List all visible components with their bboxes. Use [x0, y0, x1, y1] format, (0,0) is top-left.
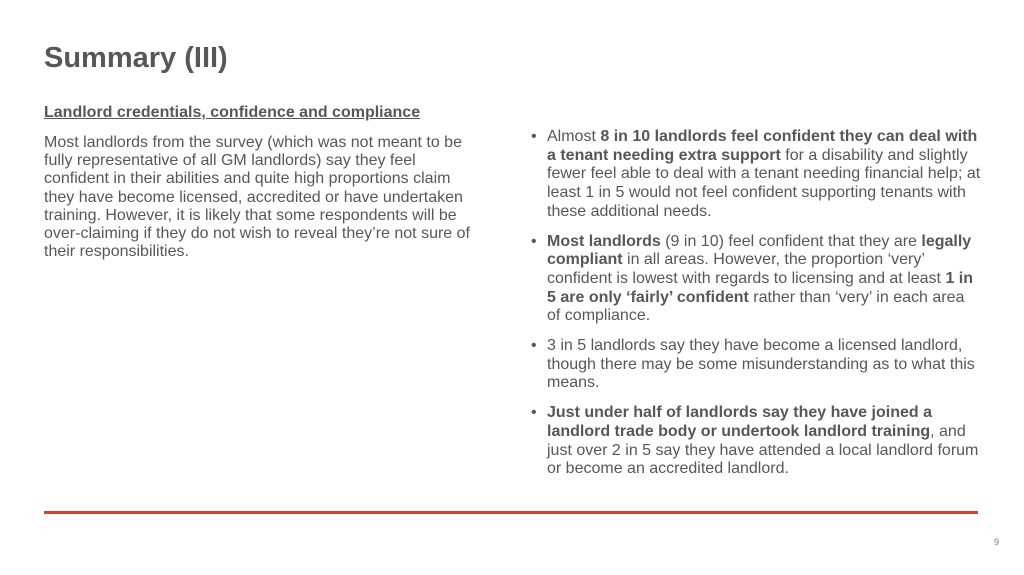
- intro-paragraph: Most landlords from the survey (which was not meant to be fully representative of all GM landlords) say they feel confident in their abilities and quite high proportions claim they have become licensed, accredited or have undertaken training. However, it is likely that some respondents will be over-claiming if they do not wish to reveal they’re not sure of their responsibilities.: [44, 134, 470, 261]
- bullet-text-emphasis: 1 in 5 are only ‘fairly’ confident: [547, 269, 973, 306]
- bullet-icon: •: [531, 404, 537, 422]
- bullet-text-segment: , and just over 2 in 5 say they have attended a local landlord forum or become an accredited landlord.: [547, 422, 979, 478]
- bullet-item-licensing: [531, 337, 981, 393]
- bullet-text-segment: rather than ‘very’ in each area of compliance.: [547, 288, 965, 325]
- bullet-text-emphasis: legally compliant: [547, 232, 972, 269]
- bullet-icon: •: [531, 232, 537, 250]
- bullet-text: [547, 404, 978, 477]
- bullet-text-segment: (9 in 10) feel confident that they are: [660, 232, 922, 250]
- page-number: 9: [993, 537, 999, 547]
- bullet-text-emphasis: Just under half of landlords say they have joined a landlord trade body or undertook landlord training: [547, 404, 932, 440]
- bullet-icon: •: [531, 128, 537, 145]
- footer-divider: [44, 511, 978, 514]
- bullet-text-emphasis: Most landlords: [547, 232, 661, 250]
- bullet-text-segment: 3 in 5 landlords say they have become a licensed landlord, though there may be some misunderstanding as to what this means.: [547, 337, 975, 392]
- bullet-item-legal-compliance: [531, 233, 981, 327]
- intro-section: [44, 103, 484, 261]
- bullet-text-segment: in all areas. However, the proportion ‘very’ confident is lowest with regards to licensing and at least: [547, 251, 946, 287]
- bullet-text: [547, 128, 980, 220]
- bullet-text-segment: for a disability and slightly fewer feel able to deal with a tenant needing financial help; at least 1 in 5 would not feel confident supporting tenants with these additional needs.: [547, 146, 981, 220]
- bullet-text-segment: Almost: [547, 128, 601, 145]
- bullet-item-training: [531, 404, 981, 479]
- bullet-list: [531, 128, 981, 490]
- section-subheading: Landlord credentials, confidence and compliance: [44, 104, 421, 121]
- bullet-item-confidence-support: [531, 128, 981, 222]
- bullet-icon: •: [531, 337, 537, 355]
- bullet-text: [547, 233, 973, 325]
- bullet-text-emphasis: 8 in 10 landlords feel confident they can deal with a tenant needing extra support: [547, 128, 978, 164]
- page-title: Summary (III): [44, 42, 228, 74]
- bullet-text: [547, 337, 975, 391]
